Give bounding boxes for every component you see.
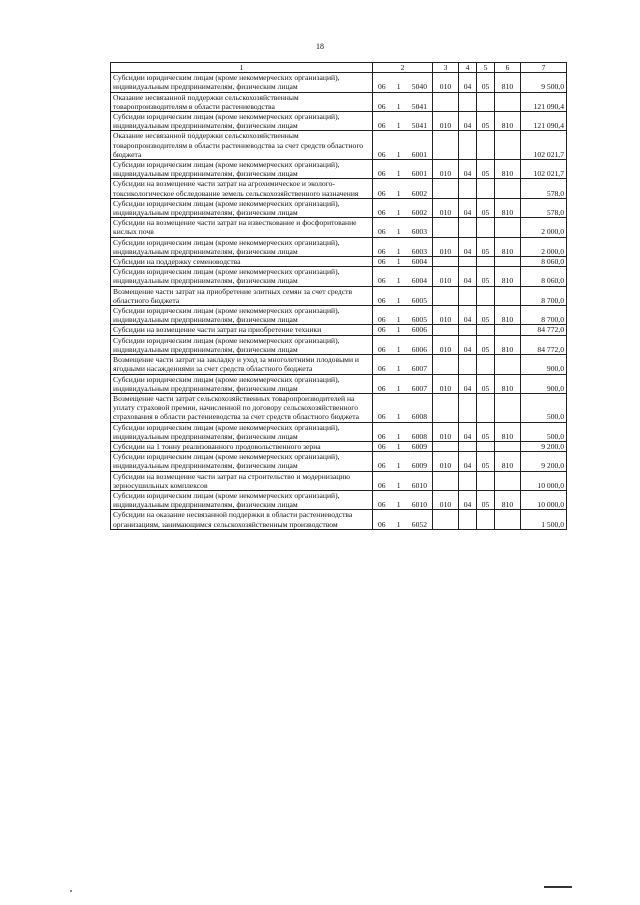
row-subsection-1	[459, 393, 477, 422]
row-expense-type: 810	[495, 306, 521, 325]
row-name: Субсидии на 1 тонну реализованного продовольственного зерна	[111, 441, 373, 451]
header-cell: 1	[111, 63, 373, 73]
row-subsection-2	[477, 325, 495, 335]
code-part: 1	[396, 227, 401, 237]
table-row	[111, 92, 567, 111]
code-part: 06	[378, 246, 386, 256]
row-subsection-2: 05	[477, 335, 495, 354]
row-subsection-1: 04	[459, 335, 477, 354]
row-code	[373, 374, 433, 393]
row-expense-type: 810	[495, 198, 521, 217]
code-part: 1	[396, 295, 401, 305]
row-code	[373, 179, 433, 198]
scan-dot	[70, 890, 72, 892]
row-section	[433, 393, 459, 422]
table-row	[111, 325, 567, 335]
row-section: 010	[433, 374, 459, 393]
code-part: 06	[378, 500, 386, 510]
row-subsection-1	[459, 179, 477, 198]
row-code	[373, 393, 433, 422]
row-sum: 121 090,4	[521, 92, 567, 111]
table-row	[111, 335, 567, 354]
code-part: 6002	[411, 188, 427, 198]
code-part: 6006	[411, 344, 427, 354]
code-part: 06	[378, 101, 386, 111]
table-row	[111, 237, 567, 256]
table-row	[111, 73, 567, 92]
scan-mark	[544, 886, 572, 888]
row-name: Субсидии юридическим лицам (кроме некоммерческих организаций), индивидуальным предпринимателям, физическим лицам	[111, 73, 373, 92]
row-expense-type: 810	[495, 73, 521, 92]
code-part: 1	[396, 169, 401, 179]
row-expense-type: 810	[495, 422, 521, 441]
row-code	[373, 237, 433, 256]
code-part: 6004	[411, 276, 427, 286]
code-part: 1	[396, 364, 401, 374]
code-part: 6009	[411, 441, 427, 451]
row-section	[433, 355, 459, 374]
row-code	[373, 160, 433, 179]
row-code	[373, 92, 433, 111]
row-code	[373, 422, 433, 441]
code-part: 06	[378, 82, 386, 92]
row-expense-type	[495, 218, 521, 237]
code-part: 5040	[411, 82, 427, 92]
row-expense-type: 810	[495, 335, 521, 354]
row-name: Субсидии юридическим лицам (кроме некоммерческих организаций), индивидуальным предпринимателям, физическим лицам	[111, 237, 373, 256]
row-expense-type: 810	[495, 267, 521, 286]
code-part: 06	[378, 257, 386, 267]
row-sum: 84 772,0	[521, 335, 567, 354]
code-part: 06	[378, 364, 386, 374]
row-section	[433, 441, 459, 451]
row-sum: 10 000,0	[521, 471, 567, 490]
row-expense-type: 810	[495, 237, 521, 256]
row-subsection-1	[459, 471, 477, 490]
code-part: 1	[396, 431, 401, 441]
code-part: 06	[378, 441, 386, 451]
row-subsection-1: 04	[459, 422, 477, 441]
row-code	[373, 335, 433, 354]
row-code	[373, 471, 433, 490]
row-section: 010	[433, 335, 459, 354]
row-code	[373, 306, 433, 325]
row-sum: 121 090,4	[521, 112, 567, 131]
row-subsection-1	[459, 510, 477, 529]
row-sum: 102 021,7	[521, 131, 567, 160]
code-part: 6003	[411, 227, 427, 237]
row-subsection-2	[477, 286, 495, 305]
row-expense-type: 810	[495, 452, 521, 471]
row-section	[433, 257, 459, 267]
row-subsection-2	[477, 92, 495, 111]
row-code	[373, 510, 433, 529]
row-expense-type	[495, 355, 521, 374]
row-code	[373, 131, 433, 160]
row-name: Субсидии юридическим лицам (кроме некоммерческих организаций), индивидуальным предпринимателям, физическим лицам	[111, 422, 373, 441]
code-part: 1	[396, 121, 401, 131]
row-expense-type: 810	[495, 374, 521, 393]
row-name: Субсидии на оказание несвязанной поддержки в области растениеводства организациям, занимающимся сельскохозяйственным производством	[111, 510, 373, 529]
row-section: 010	[433, 452, 459, 471]
row-subsection-2: 05	[477, 267, 495, 286]
row-name: Субсидии юридическим лицам (кроме некоммерческих организаций), индивидуальным предпринимателям, физическим лицам	[111, 160, 373, 179]
row-subsection-2	[477, 218, 495, 237]
code-part: 1	[396, 383, 401, 393]
row-subsection-2	[477, 393, 495, 422]
code-part: 1	[396, 441, 401, 451]
code-part: 06	[378, 315, 386, 325]
row-section: 010	[433, 73, 459, 92]
row-sum: 9 200,0	[521, 452, 567, 471]
code-part: 1	[396, 412, 401, 422]
table-row	[111, 257, 567, 267]
code-part: 6004	[411, 257, 427, 267]
code-part: 06	[378, 412, 386, 422]
row-expense-type	[495, 393, 521, 422]
row-code	[373, 267, 433, 286]
row-subsection-2: 05	[477, 112, 495, 131]
table-row	[111, 510, 567, 529]
table-row	[111, 218, 567, 237]
row-expense-type	[495, 131, 521, 160]
row-section: 010	[433, 306, 459, 325]
row-subsection-1: 04	[459, 112, 477, 131]
table-row	[111, 441, 567, 451]
code-part: 6010	[411, 500, 427, 510]
row-expense-type: 810	[495, 160, 521, 179]
code-part: 6002	[411, 208, 427, 218]
row-sum: 1 500,0	[521, 510, 567, 529]
code-part: 06	[378, 121, 386, 131]
code-part: 1	[396, 246, 401, 256]
code-part: 6007	[411, 383, 427, 393]
code-part: 1	[396, 500, 401, 510]
table-row	[111, 452, 567, 471]
row-name: Субсидии на возмещение части затрат на агрохимическое и эколого-токсикологическое обследование земель сельскохозяйственного назначения	[111, 179, 373, 198]
code-part: 06	[378, 188, 386, 198]
row-expense-type	[495, 286, 521, 305]
row-code	[373, 257, 433, 267]
header-cell: 2	[373, 63, 433, 73]
row-expense-type	[495, 325, 521, 335]
code-part: 1	[396, 519, 401, 529]
row-sum: 8 060,0	[521, 257, 567, 267]
row-code	[373, 112, 433, 131]
row-code	[373, 218, 433, 237]
code-part: 6008	[411, 412, 427, 422]
row-subsection-2	[477, 355, 495, 374]
row-name: Субсидии юридическим лицам (кроме некоммерческих организаций), индивидуальным предпринимателям, физическим лицам	[111, 198, 373, 217]
code-part: 06	[378, 169, 386, 179]
row-name: Субсидии юридическим лицам (кроме некоммерческих организаций), индивидуальным предпринимателям, физическим лицам	[111, 306, 373, 325]
code-part: 1	[396, 149, 401, 159]
code-part: 6005	[411, 315, 427, 325]
code-part: 1	[396, 208, 401, 218]
row-subsection-2: 05	[477, 160, 495, 179]
code-part: 06	[378, 208, 386, 218]
code-part: 6052	[411, 519, 427, 529]
row-section	[433, 179, 459, 198]
row-expense-type: 810	[495, 112, 521, 131]
row-section	[433, 131, 459, 160]
code-part: 6003	[411, 246, 427, 256]
row-sum: 2 000,0	[521, 237, 567, 256]
table-row	[111, 112, 567, 131]
table-row	[111, 374, 567, 393]
page-number: 18	[316, 42, 324, 51]
row-name: Субсидии юридическим лицам (кроме некоммерческих организаций), индивидуальным предпринимателям, физическим лицам	[111, 452, 373, 471]
row-name: Субсидии юридическим лицам (кроме некоммерческих организаций), индивидуальным предпринимателям, физическим лицам	[111, 490, 373, 509]
budget-table	[110, 62, 567, 530]
table-row	[111, 471, 567, 490]
row-subsection-2: 05	[477, 374, 495, 393]
code-part: 6009	[411, 461, 427, 471]
row-expense-type	[495, 92, 521, 111]
header-cell: 6	[495, 63, 521, 73]
row-subsection-1	[459, 218, 477, 237]
table-row	[111, 355, 567, 374]
row-name: Субсидии на возмещение части затрат на приобретение техники	[111, 325, 373, 335]
row-sum: 102 021,7	[521, 160, 567, 179]
row-subsection-1: 04	[459, 452, 477, 471]
code-part: 5041	[411, 101, 427, 111]
row-name: Субсидии юридическим лицам (кроме некоммерческих организаций), индивидуальным предпринимателям, физическим лицам	[111, 267, 373, 286]
row-subsection-2	[477, 179, 495, 198]
code-part: 6007	[411, 364, 427, 374]
code-part: 06	[378, 344, 386, 354]
row-subsection-1	[459, 286, 477, 305]
header-cell: 5	[477, 63, 495, 73]
row-subsection-1	[459, 325, 477, 335]
row-sum: 8 700,0	[521, 306, 567, 325]
row-sum: 8 060,0	[521, 267, 567, 286]
row-section: 010	[433, 237, 459, 256]
row-name: Возмещение части затрат сельскохозяйственных товаропроизводителей на уплату страховой премии, начисленной по договору сельскохозяйственного страхования в области растениеводства за счет средств областного бюджета	[111, 393, 373, 422]
table-row	[111, 160, 567, 179]
code-part: 6006	[411, 325, 427, 335]
row-name: Возмещение части затрат на приобретение элитных семян за счет средств областного бюджета	[111, 286, 373, 305]
code-part: 06	[378, 383, 386, 393]
code-part: 06	[378, 295, 386, 305]
row-name: Субсидии юридическим лицам (кроме некоммерческих организаций), индивидуальным предпринимателям, физическим лицам	[111, 335, 373, 354]
row-sum: 578,0	[521, 198, 567, 217]
code-part: 1	[396, 101, 401, 111]
row-subsection-2: 05	[477, 452, 495, 471]
code-part: 6010	[411, 480, 427, 490]
code-part: 6005	[411, 295, 427, 305]
row-sum: 10 000,0	[521, 490, 567, 509]
row-subsection-1	[459, 441, 477, 451]
row-name: Возмещение части затрат на закладку и уход за многолетними плодовыми и ягодными насаждениями за счет средств областного бюджета	[111, 355, 373, 374]
code-part: 6001	[411, 149, 427, 159]
row-name: Субсидии юридическим лицам (кроме некоммерческих организаций), индивидуальным предпринимателям, физическим лицам	[111, 374, 373, 393]
code-part: 1	[396, 325, 401, 335]
row-code	[373, 286, 433, 305]
row-subsection-1: 04	[459, 160, 477, 179]
row-code	[373, 441, 433, 451]
header-cell: 3	[433, 63, 459, 73]
row-name: Субсидии юридическим лицам (кроме некоммерческих организаций), индивидуальным предпринимателям, физическим лицам	[111, 112, 373, 131]
row-sum: 578,0	[521, 179, 567, 198]
row-subsection-1: 04	[459, 198, 477, 217]
code-part: 5041	[411, 121, 427, 131]
row-expense-type	[495, 441, 521, 451]
code-part: 06	[378, 276, 386, 286]
row-code	[373, 452, 433, 471]
row-subsection-2	[477, 510, 495, 529]
row-sum: 500,0	[521, 393, 567, 422]
row-section	[433, 218, 459, 237]
code-part: 1	[396, 461, 401, 471]
code-part: 1	[396, 188, 401, 198]
row-section: 010	[433, 422, 459, 441]
code-part: 1	[396, 315, 401, 325]
row-section	[433, 286, 459, 305]
row-expense-type: 810	[495, 490, 521, 509]
row-name: Субсидии на поддержку семеноводства	[111, 257, 373, 267]
code-part: 1	[396, 480, 401, 490]
row-section	[433, 92, 459, 111]
row-subsection-2: 05	[477, 73, 495, 92]
code-part: 06	[378, 325, 386, 335]
row-section: 010	[433, 160, 459, 179]
table-row	[111, 198, 567, 217]
row-code	[373, 325, 433, 335]
row-subsection-1	[459, 257, 477, 267]
row-sum: 2 000,0	[521, 218, 567, 237]
code-part: 6008	[411, 431, 427, 441]
row-sum: 500,0	[521, 422, 567, 441]
row-code	[373, 73, 433, 92]
row-subsection-2	[477, 471, 495, 490]
code-part: 1	[396, 257, 401, 267]
table-row	[111, 131, 567, 160]
row-subsection-1	[459, 92, 477, 111]
code-part: 1	[396, 276, 401, 286]
row-subsection-2	[477, 257, 495, 267]
row-subsection-2: 05	[477, 306, 495, 325]
row-expense-type	[495, 471, 521, 490]
code-part: 6001	[411, 169, 427, 179]
row-expense-type	[495, 179, 521, 198]
table-row	[111, 179, 567, 198]
header-cell: 4	[459, 63, 477, 73]
row-subsection-2: 05	[477, 422, 495, 441]
row-sum: 900,0	[521, 355, 567, 374]
row-sum: 9 500,0	[521, 73, 567, 92]
table-row	[111, 267, 567, 286]
code-part: 06	[378, 519, 386, 529]
row-subsection-1: 04	[459, 73, 477, 92]
row-sum: 8 700,0	[521, 286, 567, 305]
code-part: 06	[378, 461, 386, 471]
row-name: Оказание несвязанной поддержки сельскохозяйственным товаропроизводителям в области растениеводства	[111, 92, 373, 111]
row-sum: 900,0	[521, 374, 567, 393]
row-expense-type	[495, 510, 521, 529]
row-section: 010	[433, 490, 459, 509]
row-name: Субсидии на возмещение части затрат на известкование и фосфоритование кислых почв	[111, 218, 373, 237]
row-section	[433, 510, 459, 529]
row-section	[433, 471, 459, 490]
code-part: 06	[378, 480, 386, 490]
code-part: 06	[378, 227, 386, 237]
row-subsection-1: 04	[459, 267, 477, 286]
table-row	[111, 490, 567, 509]
code-part: 06	[378, 431, 386, 441]
row-subsection-1: 04	[459, 374, 477, 393]
code-part: 1	[396, 82, 401, 92]
row-subsection-1: 04	[459, 306, 477, 325]
header-row	[111, 63, 567, 73]
row-code	[373, 490, 433, 509]
row-name: Оказание несвязанной поддержки сельскохозяйственным товаропроизводителям в области растениеводства за счет средств областного бюджета	[111, 131, 373, 160]
row-subsection-2: 05	[477, 198, 495, 217]
code-part: 06	[378, 149, 386, 159]
row-subsection-2	[477, 131, 495, 160]
row-section	[433, 325, 459, 335]
row-subsection-2: 05	[477, 490, 495, 509]
header-cell: 7	[521, 63, 567, 73]
row-sum: 84 772,0	[521, 325, 567, 335]
row-sum: 9 200,0	[521, 441, 567, 451]
row-subsection-2	[477, 441, 495, 451]
row-section: 010	[433, 112, 459, 131]
table-row	[111, 393, 567, 422]
row-subsection-1: 04	[459, 490, 477, 509]
table-row	[111, 422, 567, 441]
row-subsection-1	[459, 131, 477, 160]
row-subsection-2: 05	[477, 237, 495, 256]
row-subsection-1	[459, 355, 477, 374]
row-section: 010	[433, 198, 459, 217]
row-expense-type	[495, 257, 521, 267]
table-row	[111, 286, 567, 305]
row-code	[373, 198, 433, 217]
code-part: 1	[396, 344, 401, 354]
row-name: Субсидии на возмещение части затрат на строительство и модернизацию зерносушильных комплексов	[111, 471, 373, 490]
table-row	[111, 306, 567, 325]
row-code	[373, 355, 433, 374]
row-subsection-1: 04	[459, 237, 477, 256]
row-section: 010	[433, 267, 459, 286]
